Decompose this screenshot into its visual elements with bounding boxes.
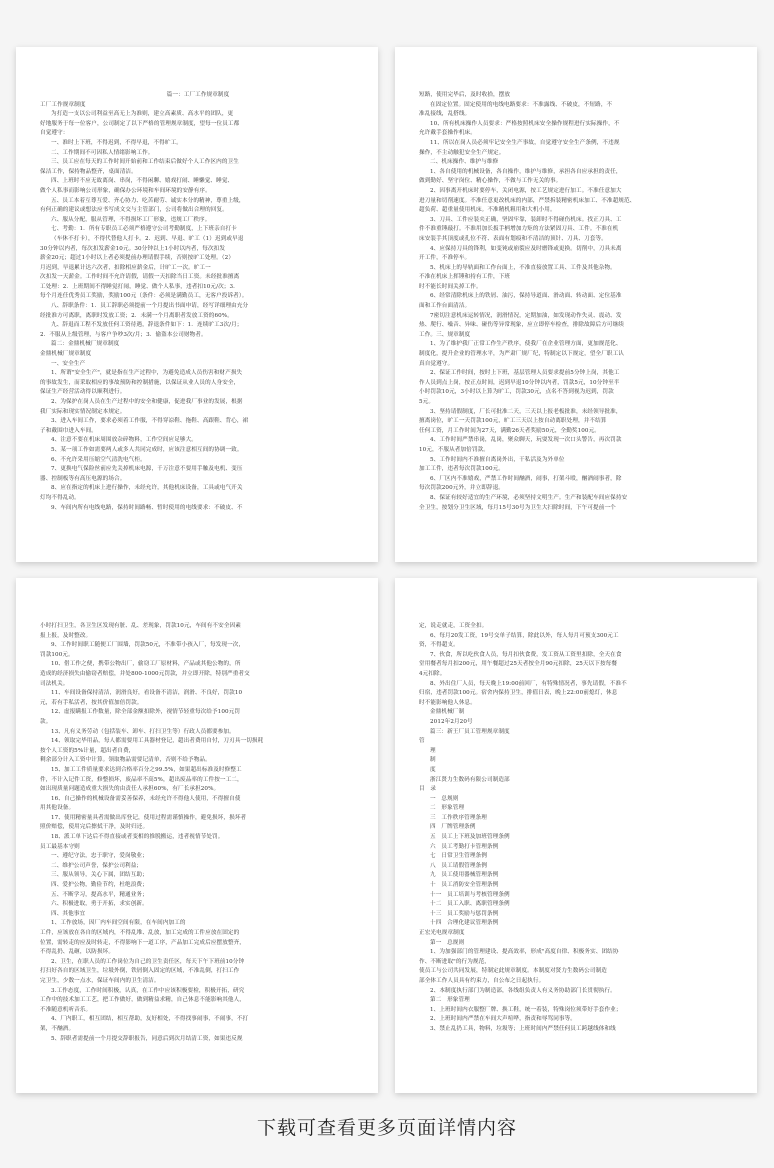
text-line: 制度化，提升企业的管理水平，为严肃厂规厂纪，特制定以下规定，望全厂职工认 <box>419 351 624 358</box>
text-line: 件不准重锤敲打。不准用加长扳手柄增加力矩的方法紧固刀具、工件。不准在机 <box>419 226 619 233</box>
text-line: 工作中的技术加工工艺，把工作做好，做到精益求精，自己休息不能影响其他人， <box>40 997 245 1004</box>
text-line: 薪金20元；超过1小时以上者必须提前办理请假手续，否则按旷工处理。（2） <box>40 255 235 262</box>
text-line: 资，不得超支。 <box>419 642 459 649</box>
text-line: 15、加工工件质量要求达到合格率百分之99.5%，如果超出标准及时修整工 <box>51 766 242 773</box>
text-line: 四、其他事宜 <box>51 910 86 917</box>
text-line: 5元。 <box>419 399 435 405</box>
text-line: 4元扣除。 <box>419 670 446 677</box>
text-line: 17、使用精密量具者需做出库登记，使用过程需谨慎操作，避免损坏，损坏者 <box>51 814 247 821</box>
text-line: 3、禁止乱扔工具，物料，垃圾等；上班时间内严禁任何员工跨越线体和线 <box>430 1025 616 1032</box>
text-line: 金鼎机械厂规章制度 <box>40 351 92 358</box>
text-line: 3、刀具、工件应装夹正确，坚固牢靠，装卸时不得碰伤机床。找正刀具、工 <box>430 216 622 223</box>
text-line: 1、上班时间内衣服整厂牌、换工鞋，统一着装，特殊岗位须带好手套作业； <box>430 1006 622 1013</box>
text-line: 2、保证工作时间，按时上下班，基层管理人员要求提前5分钟上岗，其他工 <box>430 370 620 377</box>
text-line: 定，说走就走，工资全扣。 <box>419 623 488 629</box>
text-line: 四、上班时不应无故离岗、串岗，不得闲聊、嬉戏打闹、睡懒觉、睡觉、 <box>51 178 234 185</box>
download-more-prompt[interactable]: 下载可查看更多页面详情内容 <box>256 1117 517 1139</box>
text-line: 面和工作台面清洁。 <box>419 303 471 310</box>
text-line: 我厂实际和现实情况制定本规定。 <box>40 408 126 415</box>
text-line: 热、爬行、噪音、异味、碰伤等异常现象，应立即停车检查，排除故障后方可继续 <box>419 322 624 329</box>
text-line: 床安装手其顶度或孔位不符、表面有划痕和不清洁的顶针、刀具、刀套等。 <box>419 235 607 242</box>
text-line: 按个人工资的5%计量，超出者自费， <box>40 747 135 754</box>
text-line: 完卫生，少数一点水，保证车间内的卫生清洁。 <box>40 977 160 984</box>
text-line: 十四 合理化建议管理条例 <box>430 920 499 927</box>
text-line: 2、因事离开机床时要停车，关闭电源，按工艺规定进行加工。不准任意加大 <box>430 187 622 194</box>
text-line: 作人员到点上岗，按正点时间，迟到早退10分钟以内者，罚款5元，10分钟至半 <box>419 379 620 386</box>
text-line: 器、控制板等有高压电源的场合。 <box>40 475 126 482</box>
text-line: 十一 员工培训与考核管理条例 <box>430 891 510 898</box>
text-line: 3.工作态度，工作时间积极，认真，在工作中应该积极要检，积极开拓，研究 <box>51 987 245 994</box>
text-line: 十三 员工奖励与惩罚条例 <box>430 910 499 917</box>
text-line: 十 员工消防安全管理条例 <box>430 882 499 889</box>
text-line: 允许戴手套操作机床。 <box>419 130 476 137</box>
text-line: 篇二：金鼎机械厂规章制度 <box>51 341 120 348</box>
text-line: 归宿，违者罚款100元。宿舍内保持卫生，排值日表，晚上22:00前熄灯，休息 <box>419 690 618 697</box>
text-line: 擅离岗位，旷工一天罚款100元，旷工三天以上按自动离职处理，并不结算 <box>419 418 607 425</box>
text-line: 篇一：工厂工作规章制度 <box>166 92 230 98</box>
text-line: 灯均不得乱动。 <box>40 494 80 501</box>
text-line: 造成的经济损失由偷窃者赔偿，并处800-1000元罚款，并立即开除，特别严重者交 <box>40 670 250 677</box>
text-line: 6、厂区内不准嬉戏，严禁工作时间酗酒，闹事，打架斗殴，酗酒闹事者，除 <box>430 475 622 482</box>
text-line: 操作，不主动触犯安全生产规定。 <box>419 149 505 156</box>
text-line: 1、所谓"安全生产"，就是指在生产过程中，为避免造成人员伤害和财产损失 <box>51 370 243 377</box>
text-line: 保证生产经营活动得以顺利进行。 <box>40 389 126 396</box>
text-line: 每个月连任优秀员工奖励，奖励100元（条件：必须是满勤员工，无客户投诉者）。 <box>40 293 248 300</box>
text-line: 理 <box>430 747 436 754</box>
text-line: 不准在机床上挥锤和持有工件，下班 <box>419 274 511 281</box>
text-line: 2、本制度执行部门为制造部，各线组负责人有义务协助部门长贯彻执行。 <box>430 987 616 994</box>
text-line: 全卫生，按划分卫生区域，每月15号30号为卫生大扫除时间，下午可提前一个 <box>419 504 616 511</box>
document-page-1 <box>16 47 378 562</box>
text-line: 自觉遵守： <box>40 130 69 137</box>
text-line: 五、不断学习，提高水平，精通业务； <box>51 891 148 898</box>
text-line: 加工工件，违者每次罚款100元。 <box>419 466 504 473</box>
text-line: 10、所有机床操作人员要求：严格按照机床安全操作规程进行实际操作，不 <box>430 120 620 127</box>
text-line: 11、所以在岗人员必须牢记安全生产事故，自觉遵守安全生产条例，不违规 <box>430 139 620 146</box>
text-line: 使员工与公司共同发展，特制定此规章制度。本制度对贤力生数码公司制造 <box>419 968 607 975</box>
text-line: 6、经常清除机床上的铁屑、油污，保持导道面、滑动面、转动面、定位基准 <box>430 293 622 300</box>
text-line: 四、爱护公物，勤俭节约，杜绝浪费； <box>51 882 148 889</box>
text-line: 工件，应该放在各自的区域内，不得乱堆、乱放，加工完成的工件应放在固定的 <box>40 930 240 936</box>
text-line: 8、保证有较好适宜的生产环境，必须坚持文明生产。生产和装配车间应保持安 <box>430 494 628 501</box>
text-line: 罚款100元。 <box>40 651 74 658</box>
text-line: （车休不打卡），不得代替他人打卡。2．迟到、早退、旷工（1）迟到或早退 <box>51 235 244 242</box>
text-line: 2、上班时间内严禁在车间大声喧哗，指责和辱骂同事等。 <box>430 1016 577 1023</box>
text-line: 一 总规则 <box>430 795 459 802</box>
text-line: 6、不允许采用压缩空气清洗电气柜。 <box>51 456 146 463</box>
text-line: 4、工作时间严禁串岗，乱岗，聚众聊天，玩耍发现一次口头警告，再次罚款 <box>430 437 622 444</box>
text-line: 真自觉遵守。 <box>419 360 454 367</box>
text-line: 5、机床上的导轨面和工作台面上，不准直接放置工具、工件及其他杂物。 <box>430 264 616 271</box>
text-line: 超负荷、超重量使用机床。不准精机粗用和大机小用。 <box>419 207 556 214</box>
text-line: 三、员工应在每天的工作时间开始前和工作结束后做好个人工作区内的卫生 <box>51 159 239 166</box>
text-line: 每次罚款200元外，并立即辞退。 <box>419 485 504 492</box>
text-line: 时不能长时间关掉工作。 <box>419 283 482 290</box>
text-line: 2012年2月20号 <box>430 718 473 725</box>
text-line: 9、工作时间职工随便工厂围墙，罚款50元，不准带小孩入厂，每发现一次， <box>51 642 245 649</box>
text-line: 短路，使用完毕后，及时收拾，摆放 <box>419 92 511 98</box>
text-line: 2、为保护在岗人员在生产过程中的安全和健康，促进我厂事业的发展，根据 <box>51 399 243 405</box>
text-line: 员工最基本守则 <box>40 843 80 850</box>
text-line: 8、外出住厂人员，每天晚上19:00前回厂，有特殊情况者，事先请假，不准不 <box>430 680 627 687</box>
text-line: 元，若有手私活者，按其价值加倍罚款。 <box>40 699 143 706</box>
text-line: 八 员工请假管理条例 <box>430 862 487 869</box>
text-line: 用其他设备。 <box>40 805 75 812</box>
text-line: 任何工资，月工作时间为27天，满勤26天者奖励50元，全勤奖100元。 <box>419 427 600 434</box>
text-line: 7、伙食，所以吃伙食人员，每月扣伙食费，发工资从工资里扣除，全天在食 <box>430 651 622 658</box>
text-line: 五、员工本着互尊互爱、齐心协力、吃苦耐劳、诚实本分的精神，尊重上级， <box>51 197 245 204</box>
text-line: 七、考勤：1．所有专职员工必须严格遵守公司考勤制度，上下班亲自打卡 <box>51 226 237 233</box>
text-line: 六、服从分配，服从管理，不得损坏工厂形象，违规工厂秩序。 <box>51 216 211 223</box>
text-line: 作、不断进取"的行为规范， <box>419 958 490 965</box>
text-line: 管 <box>419 738 425 745</box>
text-line: 度 <box>430 766 436 773</box>
text-line: 16、自己操作的机械设备需妥善保养，未经允许不得他人使用，不得擅自使 <box>51 795 241 802</box>
text-line: 浙江贤力生数码有限公司制造部 <box>430 776 510 783</box>
text-line: 12、虚报瞒报工作数量，除全部金额扣除外，视情节轻重每次给予100元罚 <box>51 709 241 716</box>
text-line: 时不能影响他人休息。 <box>419 699 476 706</box>
text-line: 9、车间内所有电线电路，保持时间路畅、暂时使用的电线要求：不破皮、不 <box>51 504 243 511</box>
text-line: 7密切注意机床运转情况，润滑情况，定期加油，如发现动作失灵、震动、发 <box>430 312 622 319</box>
text-line: 7、更换电气保险丝前应先关掉机床电源，千万注意不要用手触及电机、变压 <box>51 466 243 473</box>
text-line: 8、应在指定的机床上进行操作，未经允许，其他机床设备，工具或电气开关 <box>51 485 243 492</box>
text-line: 篇三：新王厂员工管理规章制度 <box>430 728 510 735</box>
text-line: 架，不酗酒。 <box>40 1025 75 1032</box>
text-line: 做到勤好、坚守岗位、精心操作，不做与工作无关的事。 <box>419 178 562 185</box>
text-line: 九 员工使用器械管理条例 <box>430 872 499 879</box>
text-line: 工作。三、规章制度 <box>419 331 471 338</box>
text-line: 30分钟以内者，每次扣发薪金10元。30分钟以上1小时以内者，每次扣发 <box>40 245 226 252</box>
text-line: 六 员工考勤打卡管理条例 <box>430 843 499 850</box>
text-line: 1、为了维护我厂正常工作生产秩序，使我厂在企业管理方面，更加规范化、 <box>430 341 622 348</box>
text-line: 不准随意机听音乐。 <box>40 1006 92 1013</box>
document-page-3 <box>16 578 378 1093</box>
text-line: 制 <box>430 757 436 764</box>
text-line: 1、工作放场，因厂内车间空间有限，在车间内加工的 <box>51 920 186 927</box>
text-line: 九、辞退而工程不发放任何工资待遇，辞退条件如下：1．连续旷工3次/月； <box>51 322 243 329</box>
text-line: 第二 形象管理 <box>430 997 470 1004</box>
text-line: 二、维护公司声誉，保护公司利益； <box>51 862 143 869</box>
text-line: 六、积极进取，勇于开拓，求实创新。 <box>51 901 148 908</box>
text-line: 一、准时上下班，不得迟到，不得早退，不得旷工。 <box>51 139 182 146</box>
text-line: 18、派工单下达后不得直接或者变相的推脱搬运，违者视情节处罚。 <box>51 834 224 841</box>
text-line: 目 录 <box>419 786 437 793</box>
text-line: 剩余部分计入工资中计算。领取物品需要记清单，否则不给予物品。 <box>40 757 211 764</box>
text-line: 准乱接线，乱搭线。 <box>419 111 471 118</box>
text-line: 二 形象管理 <box>430 805 465 812</box>
text-line: 5、工作时间内不准擅自离岗外出，干私活及为外单位 <box>430 456 565 463</box>
text-line: 件，不计入记件工资，修整损坏，废品率不高5%，超出废品率的工件按一工二， <box>40 776 243 783</box>
text-line: 保洁工作，保持物品整齐，桌面清洁。 <box>40 168 137 175</box>
text-line: 款。 <box>40 718 52 725</box>
text-line: 小时打扫卫生，各卫生区发现有脏、乱、差现象，罚款10元，车间有不安全因素 <box>40 623 241 629</box>
text-line: 一、遵纪守法，忠于职守，爱岗敬业； <box>51 853 148 860</box>
document-page-4 <box>395 578 757 1093</box>
text-line: 不得乱扔、乱砸，以防损坏。 <box>40 949 115 956</box>
text-line: 11、车间设备保持清洁，润滑良好，看设备不清洁，润滑、不良好，罚款10 <box>51 690 243 697</box>
text-line: 金鼎机械厂制 <box>430 709 465 716</box>
text-line: 第一 总规则 <box>430 939 465 946</box>
document-page-2 <box>395 47 757 562</box>
text-line: 4、应保持刀具的锋利，如变钝或崩裂应及时磨锋或更换。切削中，刀具未离 <box>430 245 622 252</box>
text-line: 开工件，不准停车。 <box>419 255 471 262</box>
text-line: 堂用餐者每月扣200元，用午餐超过25天者按全月90元扣除，25天以下按每餐 <box>419 661 618 668</box>
text-line: 有何正确的建议或想法应书写成文交与主管部门，公司将做出合理的回复。 <box>40 207 228 214</box>
text-line: 2．不服从上级管理，与客户争吵3次/月；3．偷盗本公司财物者。 <box>40 331 207 338</box>
text-line: 14、领取完毕用品，每人都需要用工具器材登记，超出者费用自付，刀刃具一切损耗 <box>51 738 264 745</box>
text-line: 打扫好各自的区域卫生，垃圾外倒，铁屑倒入固定的区域，不准乱倒，打扫工作 <box>40 968 240 975</box>
text-line: 好地服务于每一位客户，公司制定了以下严格的管理规章制度，望每一位员工都 <box>40 120 240 127</box>
text-line: 五 员工上下班及加班管理条例 <box>430 834 510 841</box>
text-line: 的事故发生，而采取相应的事故预防和控制措施，以保证从业人员的人身安全， <box>40 379 240 386</box>
text-line: 3、坚持请假制度，厂长可批准二天，三天以上报老板批准，未经领导批准， <box>430 408 622 415</box>
text-line: 十二 员工入职、离职管理条例 <box>430 901 510 908</box>
text-line: 正宏光电规章制度 <box>419 930 465 936</box>
text-line: 10元，不服从者加倍罚款。 <box>419 446 489 453</box>
text-line: 为打造一支以公司利益至高无上为准则，建立高素质、高水平的团队，更 <box>51 111 234 118</box>
text-line: 月迟到，早退累计达六次者，扣除相应薪金后，计旷工一次。旷工一 <box>40 264 211 271</box>
text-line: 二、机床操作、维护与维修 <box>430 159 499 166</box>
text-line: 5、某一项工作如需要两人或多人共同完成时，应该注意相互间的协调一致。 <box>51 446 243 453</box>
text-line: 司法机关。 <box>40 680 69 687</box>
text-line: 1、各自使用的机械设备，各自操作，维护与维修，承担各自应承担的责任， <box>430 168 622 175</box>
text-line: 报上报，及时整改。 <box>40 632 92 639</box>
text-line: 13、凡有义务劳动（包括装车、卸车、打扫卫生等）行政人员都要参加。 <box>51 728 235 735</box>
text-line: 次扣发一天薪金。工作时间不允许请假，请假一天扣除当日工资。未经批准擅离 <box>40 274 240 281</box>
text-line: 工处理：2．上班期间不得睡觉打闹，睡觉、做个人私事，违者扣10元/次；3． <box>40 283 239 290</box>
text-line: 子和戴围巾进入车间。 <box>40 427 97 434</box>
text-line: 2、卫生，在职人员的工作岗位为自己的卫生责任区，每天下午下班前10分钟 <box>51 958 245 965</box>
text-line: 4、厂内职工，相互团结，相互帮助，友好相处，不得找事闹事，不闹事，不打 <box>51 1016 249 1023</box>
text-line: 部全体工作人员具有约束力，自公布之日起执行。 <box>419 977 545 984</box>
text-line: 七 日常卫生管理条例 <box>430 853 487 860</box>
text-line: 4、注意不要在机床周围放杂碎物料，工作空间应足够大。 <box>51 437 198 444</box>
text-line: 5、辞职者需提前一个月提交辞职报告，同意后到次月结清工资，如果违反规 <box>51 1035 243 1042</box>
text-line: 1、为加强部门的管理建设、提高效率，形成"高度自律、积极务实、团结协 <box>430 949 619 956</box>
text-line: 如出现质量问题造成重大损失的由责任人承担60%，有厂长承担20%。 <box>40 786 220 793</box>
text-line: 一、安全生产 <box>51 360 86 367</box>
text-line: 在固定位置。固定使用的电线电路要求：不准露线、不破皮，不短路，不 <box>430 101 613 108</box>
text-line: 工厂工作规章制度 <box>40 101 86 108</box>
text-line: 二、工作期间不可因私人情绪影响工作。 <box>51 149 154 156</box>
text-line: 三、服从领导，关心下属，团结互助； <box>51 872 148 879</box>
text-line: 小时罚款10元，3小时以上算为旷工，罚款30元，点名不答到视为迟到，罚款 <box>419 389 614 396</box>
text-line: 10、借工作之便，携带公物出厂，偷窃工厂原材料，产品或其他公物的，所 <box>51 661 241 668</box>
text-line: 6、每月20发工资，19号交单子结算，除此以外，每人每月可预支300元工 <box>430 632 619 639</box>
text-line: 经批准方可离职，离职时发放工资；2．未满一个月离职者发放工资的60%。 <box>40 312 233 319</box>
text-line: 四 厂牌管理条例 <box>430 824 476 831</box>
text-line: 八、辞职条件：1．员工辞职必须提前一个月提出书面申请，经写详细理由充分 <box>51 303 249 310</box>
text-line: 3、进入车间工作，要求必须着工作服，不得穿凉鞋、拖鞋、高跟鞋、背心，裙 <box>51 418 249 425</box>
text-line: 做个人私事而影响公司形象，确保办公环境和车间环境的安静有序。 <box>40 187 211 194</box>
text-line: 位置，需转走的应及时转走，不得影响下一道工序，产品加工完成后应摆放整齐， <box>40 939 245 946</box>
text-line: 照价赔偿，使用完后擦拭干净，及时归还。 <box>40 824 149 831</box>
text-line: 进刀量和切削速度。不准任意更改机床的内部，严禁拆装精密机床加工、不准超规范、 <box>419 197 636 204</box>
text-line: 三 工作秩序管理条理 <box>430 814 487 821</box>
